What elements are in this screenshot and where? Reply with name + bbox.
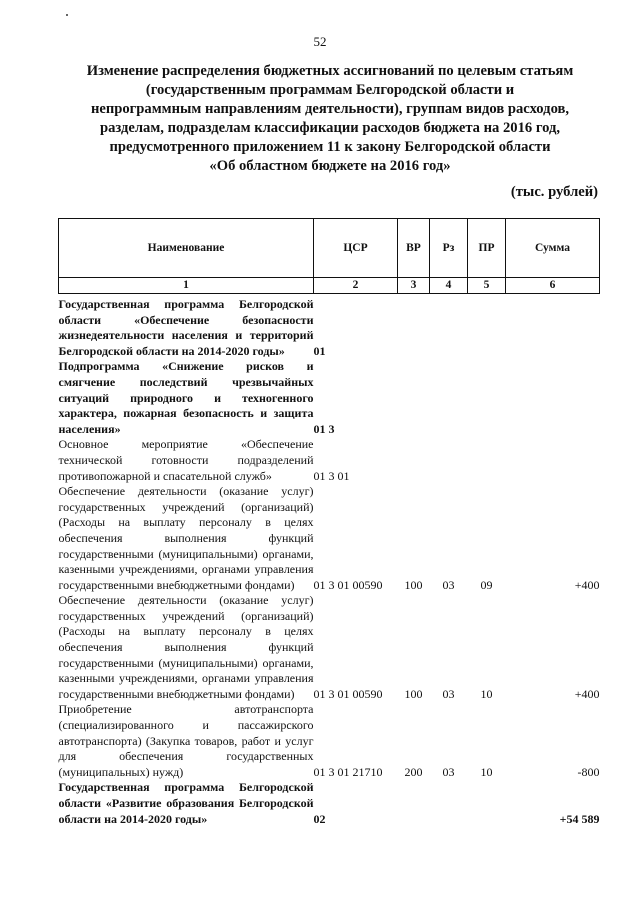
- row-rz: 03: [442, 577, 455, 592]
- row-pr: 09: [480, 577, 493, 592]
- header-vr: ВР: [398, 219, 430, 278]
- row-name: Обеспечение деятельности (оказание услуг) государственных учреждений (организаций) (Расходы на выплату персоналу в целях обеспечения выполнения функций государственными (муниципальными) органами, казенными учреждениями, органами управления государственными внебюджетными фондами): [58, 484, 314, 592]
- row-pr: [468, 294, 506, 360]
- row-name: Основное мероприятие «Обеспечение технической готовности подразделений противопожарной и спасательной служб»: [58, 437, 314, 483]
- table-row: [59, 359, 600, 437]
- title-line: (государственным программам Белгородской области и: [145, 82, 515, 98]
- row-rz: 03: [442, 764, 455, 779]
- row-pr: [468, 437, 506, 484]
- row-pr: [468, 780, 506, 827]
- table-body: [59, 294, 600, 828]
- column-number: 4: [430, 278, 468, 294]
- row-sum: [506, 359, 600, 437]
- column-number: 2: [314, 278, 398, 294]
- row-pr: [468, 359, 506, 437]
- row-rz: [430, 437, 468, 484]
- column-number-row: [59, 278, 600, 294]
- row-sum: +400: [574, 686, 600, 701]
- row-name: Государственная программа Белгородской области «Обеспечение безопасности жизнедеятельности населения и территорий Белгородской области на 2014-2020 годы»: [58, 297, 314, 358]
- row-vr: 200: [404, 764, 423, 779]
- title-line: непрограммным направлениям деятельности), группам видов расходов,: [90, 101, 570, 117]
- row-vr: [398, 780, 430, 827]
- header-rz: Рз: [430, 219, 468, 278]
- row-name: Подпрограмма «Снижение рисков и смягчение последствий чрезвычайных ситуаций природного и техногенного характера, пожарная безопасность и защита населения»: [58, 359, 314, 436]
- header-name: Наименование: [59, 219, 314, 278]
- table-row: [59, 593, 600, 702]
- table-row: [59, 294, 600, 360]
- header-row: [59, 219, 600, 278]
- table-row: [59, 484, 600, 593]
- column-number: 5: [468, 278, 506, 294]
- table-row: [59, 702, 600, 780]
- row-name: Обеспечение деятельности (оказание услуг) государственных учреждений (организаций) (Расходы на выплату персоналу в целях обеспечения выполнения функций государственными (муниципальными) органами, казенными учреждениями, органами управления государственными внебюджетными фондами): [58, 593, 314, 701]
- row-pr: 10: [480, 764, 493, 779]
- document-title: [60, 62, 600, 176]
- row-sum: [506, 294, 600, 360]
- row-csr: 02: [313, 811, 326, 826]
- row-csr: 01 3 01 00590: [313, 686, 383, 701]
- column-number: 1: [59, 278, 314, 294]
- table-row: [59, 780, 600, 827]
- title-line: Изменение распределения бюджетных ассигнований по целевым статьям: [86, 63, 574, 79]
- table-row: [59, 437, 600, 484]
- row-vr: [398, 359, 430, 437]
- header-pr: ПР: [468, 219, 506, 278]
- row-rz: [430, 780, 468, 827]
- row-csr: 01: [313, 343, 326, 358]
- row-csr: 01 3 01: [313, 468, 350, 483]
- header-csr: ЦСР: [314, 219, 398, 278]
- row-sum: [506, 437, 600, 484]
- budget-table: [58, 218, 600, 827]
- scan-speck: [66, 14, 68, 16]
- row-name: Государственная программа Белгородской области «Развитие образования Белгородской области на 2014-2020 годы»: [58, 780, 314, 826]
- title-line: «Об областном бюджете на 2016 год»: [209, 158, 451, 174]
- row-csr: 01 3 01 21710: [313, 764, 383, 779]
- page-number: 52: [313, 34, 327, 49]
- row-name: Приобретение автотранспорта (специализированного и пассажирского автотранспорта) (Закупка товаров, работ и услуг для обеспечения государственных (муниципальных) нужд): [58, 702, 314, 779]
- row-rz: [430, 294, 468, 360]
- title-line: разделам, подразделам классификации расходов бюджета на 2016 год,: [99, 120, 560, 136]
- column-number: 6: [506, 278, 600, 294]
- units-label: (тыс. рублей): [510, 184, 598, 200]
- header-sum: Сумма: [506, 219, 600, 278]
- row-csr: 01 3: [313, 421, 335, 436]
- row-sum: -800: [577, 764, 600, 779]
- row-sum: +54 589: [559, 811, 600, 826]
- row-rz: 03: [442, 686, 455, 701]
- row-vr: [398, 294, 430, 360]
- row-csr: 01 3 01 00590: [313, 577, 383, 592]
- row-vr: 100: [404, 686, 423, 701]
- column-number: 3: [398, 278, 430, 294]
- row-sum: +400: [574, 577, 600, 592]
- row-vr: [398, 437, 430, 484]
- row-vr: 100: [404, 577, 423, 592]
- title-line: предусмотренного приложением 11 к закону Белгородской области: [109, 139, 551, 155]
- row-pr: 10: [480, 686, 493, 701]
- row-rz: [430, 359, 468, 437]
